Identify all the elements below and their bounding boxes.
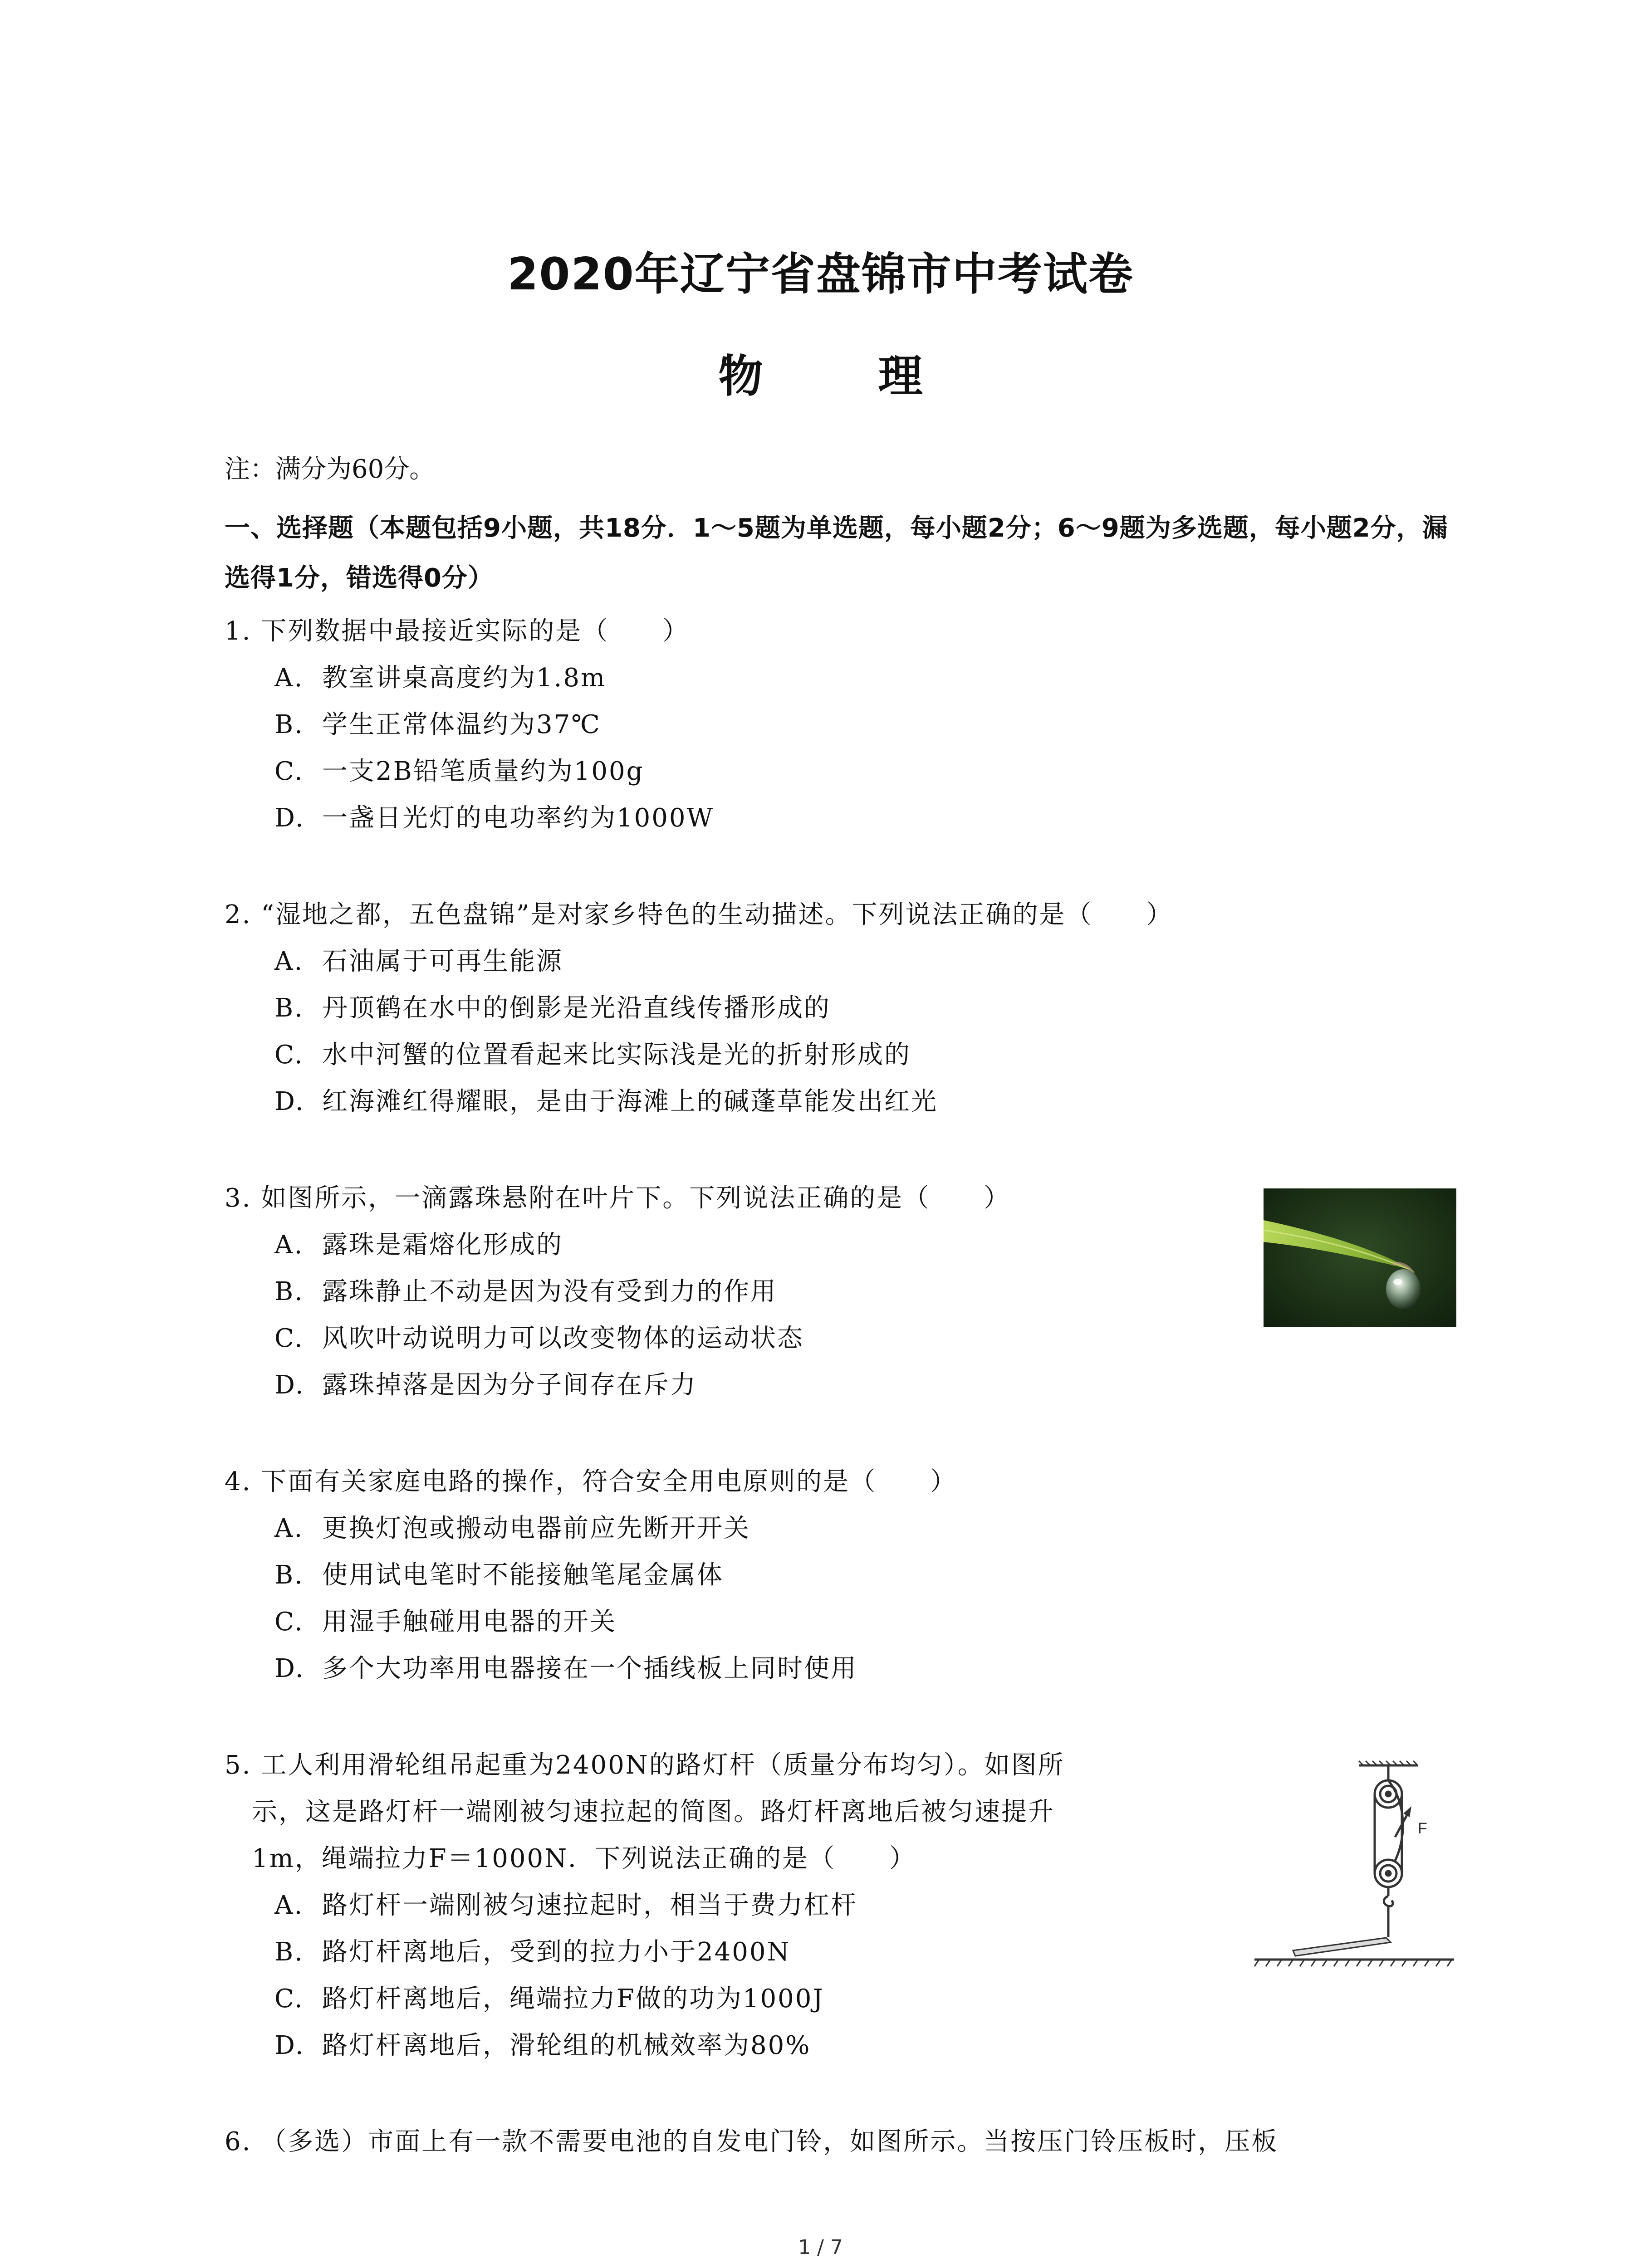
question-stem: 6. （多选）市面上有一款不需要电池的自发电门铃，如图所示。当按压门铃压板时，压板: [225, 2127, 1279, 2156]
option-letter: C.: [274, 757, 304, 786]
option-text: 学生正常体温约为37℃: [322, 710, 601, 739]
question-stem-line-1: 5. 工人利用滑轮组吊起重为2400N的路灯杆（质量分布均匀）。如图所: [225, 1750, 1065, 1780]
option-c: [225, 1315, 1223, 1362]
option-letter: D.: [274, 803, 305, 833]
option-c: [225, 748, 1450, 795]
option-text: 石油属于可再生能源: [322, 947, 563, 976]
question-5: [225, 1742, 1236, 2069]
option-letter: B.: [274, 993, 304, 1023]
option-letter: B.: [274, 710, 304, 739]
option-b: [225, 1929, 1236, 1975]
option-b: [225, 985, 1495, 1031]
option-c: [225, 1598, 1313, 1645]
exam-title: 2020年辽宁省盘锦市中考试卷: [507, 249, 1134, 300]
option-letter: C.: [274, 1607, 304, 1637]
score-note: 注：满分为60分。: [225, 455, 435, 484]
page-number: 1 / 7: [798, 2236, 843, 2259]
option-d: [225, 1078, 1495, 1125]
option-text: 更换灯泡或搬动电器前应先断开开关: [322, 1514, 750, 1543]
option-letter: C.: [274, 1324, 304, 1353]
option-text: 一支2B铅笔质量约为100g: [322, 757, 644, 786]
option-text: 风吹叶动说明力可以改变物体的运动状态: [322, 1324, 804, 1353]
option-text: 水中河蟹的位置看起来比实际浅是光的折射形成的: [322, 1040, 911, 1070]
option-d: [225, 1645, 1313, 1692]
option-text: 多个大功率用电器接在一个插线板上同时使用: [322, 1654, 857, 1683]
option-text: 路灯杆离地后，绳端拉力F做的功为1000J: [322, 1984, 824, 2014]
question-stem-line-3: 1m，绳端拉力F＝1000N．下列说法正确的是（ ）: [252, 1844, 916, 1873]
option-b: [225, 1552, 1313, 1598]
section-heading: 一、选择题（本题包括9小题，共18分．1～5题为单选题，每小题2分；6～9题为多选题，每小题2分，漏选得1分，错选得0分）: [225, 513, 1448, 593]
dewdrop-leaf-image: [1264, 1188, 1456, 1327]
option-d: [225, 795, 1450, 841]
option-letter: B.: [274, 1560, 304, 1590]
option-text: 用湿手触碰用电器的开关: [322, 1607, 617, 1637]
subject-title: 物 理: [718, 351, 973, 402]
option-a: [225, 1505, 1313, 1552]
option-letter: D.: [274, 2031, 305, 2060]
option-a: [225, 1222, 1223, 1268]
option-text: 一盏日光灯的电功率约为1000W: [322, 803, 715, 833]
option-text: 使用试电笔时不能接触笔尾金属体: [322, 1560, 724, 1590]
force-label: F: [1418, 1820, 1427, 1837]
option-text: 路灯杆一端刚被匀速拉起时，相当于费力杠杆: [322, 1891, 857, 1920]
option-a: [225, 938, 1495, 985]
question-2: [225, 891, 1495, 1125]
pulley-diagram: [1250, 1760, 1459, 1980]
option-letter: B.: [274, 1277, 304, 1306]
option-text: 露珠掉落是因为分子间存在斥力: [322, 1370, 697, 1400]
option-letter: D.: [274, 1087, 305, 1116]
option-b: [225, 1268, 1223, 1315]
option-letter: A.: [274, 1891, 304, 1920]
option-text: 教室讲桌高度约为1.8m: [322, 663, 607, 693]
option-a: [225, 1882, 1236, 1929]
option-text: 露珠是霜熔化形成的: [322, 1230, 563, 1260]
option-letter: B.: [274, 1937, 304, 1967]
option-text: 红海滩红得耀眼，是由于海滩上的碱蓬草能发出红光: [322, 1087, 938, 1116]
option-letter: A.: [274, 1514, 304, 1543]
question-1: [225, 608, 1450, 841]
question-3: [225, 1175, 1223, 1408]
option-letter: C.: [274, 1984, 304, 2014]
question-4: [225, 1458, 1313, 1692]
option-text: 丹顶鹤在水中的倒影是光沿直线传播形成的: [322, 993, 831, 1023]
option-c: [225, 1031, 1495, 1078]
question-stem: 3. 如图所示，一滴露珠悬附在叶片下。下列说法正确的是（ ）: [225, 1183, 1011, 1213]
question-stem-line-2: 示，这是路灯杆一端刚被匀速拉起的简图。路灯杆离地后被匀速提升: [252, 1797, 1055, 1827]
option-letter: A.: [274, 947, 304, 976]
option-text: 路灯杆离地后，受到的拉力小于2400N: [322, 1937, 791, 1967]
option-letter: A.: [274, 1230, 304, 1260]
question-6: [225, 2118, 1472, 2165]
question-stem: 2. “湿地之都，五色盘锦”是对家乡特色的生动描述。下列说法正确的是（ ）: [225, 900, 1173, 929]
option-c: [225, 1975, 1236, 2022]
question-stem: 4. 下面有关家庭电路的操作，符合安全用电原则的是（ ）: [225, 1467, 957, 1496]
option-letter: D.: [274, 1370, 305, 1400]
option-text: 露珠静止不动是因为没有受到力的作用: [322, 1277, 777, 1306]
option-d: [225, 1362, 1223, 1408]
question-stem: 1. 下列数据中最接近实际的是（ ）: [225, 616, 690, 646]
option-letter: D.: [274, 1654, 305, 1683]
option-a: [225, 655, 1450, 701]
option-b: [225, 701, 1450, 748]
option-text: 路灯杆离地后，滑轮组的机械效率为80%: [322, 2031, 811, 2060]
option-d: [225, 2022, 1236, 2069]
option-letter: C.: [274, 1040, 304, 1070]
option-letter: A.: [274, 663, 304, 693]
